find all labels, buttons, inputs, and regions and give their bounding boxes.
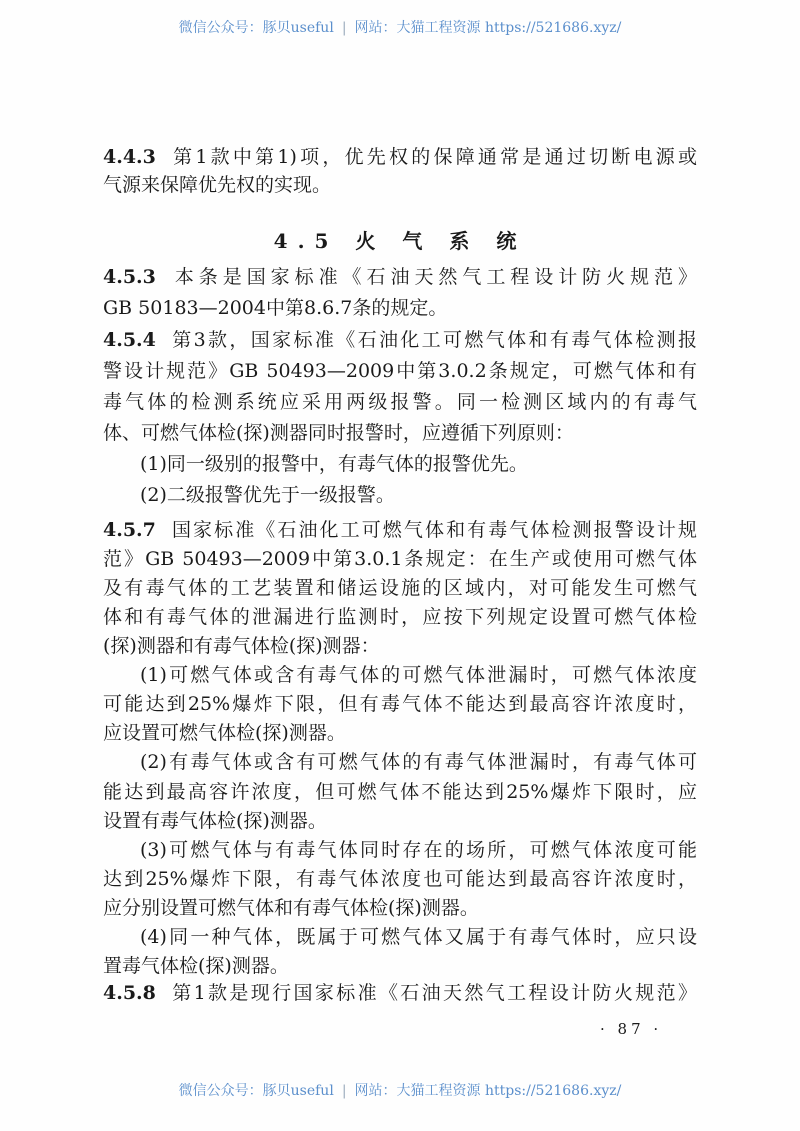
clause-number: 4.5.4 bbox=[103, 329, 156, 351]
watermark-separator: | bbox=[341, 1083, 347, 1099]
line-text: 范》GB 50493—2009中第3.0.1条规定：在生产或使用可燃气体 bbox=[103, 548, 697, 570]
paragraph-line bbox=[140, 663, 697, 687]
paragraph-line bbox=[103, 518, 697, 542]
paragraph-line bbox=[103, 981, 697, 1005]
paragraph-line bbox=[103, 780, 697, 804]
clause-number: 4.5.7 bbox=[103, 519, 156, 541]
paragraph-line bbox=[140, 838, 697, 862]
paragraph-line bbox=[103, 359, 697, 383]
line-text: 第1款中第1)项，优先权的保障通常是通过切断电源或 bbox=[169, 146, 697, 168]
watermark-site: 网站：大猫工程资源 https://521686.xyz/ bbox=[354, 20, 622, 36]
paragraph-line bbox=[103, 421, 697, 445]
line-text: 及有毒气体的工艺装置和储运设施的区域内，对可能发生可燃气 bbox=[103, 577, 697, 599]
line-text: 体、可燃气体检(探)测器同时报警时，应遵循下列原则： bbox=[103, 422, 574, 444]
line-text: 达到25%爆炸下限，有毒气体浓度也可能达到最高容许浓度时， bbox=[103, 868, 697, 890]
paragraph-line bbox=[103, 145, 697, 169]
line-text: (2)有毒气体或含有可燃气体的有毒气体泄漏时，有毒气体可 bbox=[140, 751, 697, 773]
line-text: 能达到最高容许浓度，但可燃气体不能达到25%爆炸下限时，应 bbox=[103, 781, 697, 803]
paragraph-line bbox=[140, 925, 697, 949]
paragraph-line bbox=[140, 750, 697, 774]
clause-number: 4.5.8 bbox=[103, 982, 156, 1004]
line-text: 第1款是现行国家标准《石油天然气工程设计防火规范》 bbox=[169, 982, 697, 1004]
line-text: 可能达到25%爆炸下限，但有毒气体不能达到最高容许浓度时， bbox=[103, 693, 697, 715]
page-number: · 87 · bbox=[600, 1020, 663, 1038]
watermark-site: 网站：大猫工程资源 https://521686.xyz/ bbox=[354, 1083, 622, 1099]
clause-number: 4.5.3 bbox=[103, 266, 156, 288]
paragraph-line bbox=[103, 692, 697, 716]
line-text: 气源来保障优先权的实现。 bbox=[103, 174, 332, 196]
line-text: (2)二级报警优先于一级报警。 bbox=[140, 484, 395, 506]
paragraph-line bbox=[103, 954, 697, 978]
paragraph-line bbox=[103, 296, 697, 320]
line-text: 警设计规范》GB 50493—2009中第3.0.2条规定，可燃气体和有 bbox=[103, 360, 697, 382]
watermark-wechat: 微信公众号：豚贝useful bbox=[178, 1083, 334, 1099]
line-text: (1)可燃气体或含有毒气体的可燃气体泄漏时，可燃气体浓度 bbox=[140, 664, 697, 686]
line-text: 第3款，国家标准《石油化工可燃气体和有毒气体检测报 bbox=[169, 329, 697, 351]
line-text: GB 50183—2004中第8.6.7条的规定。 bbox=[103, 297, 448, 319]
line-text: (探)测器和有毒气体检(探)测器： bbox=[103, 635, 380, 657]
line-text: 国家标准《石油化工可燃气体和有毒气体检测报警设计规 bbox=[169, 519, 697, 541]
watermark-wechat: 微信公众号：豚贝useful bbox=[178, 20, 334, 36]
line-text: 设置有毒气体检(探)测器。 bbox=[103, 810, 327, 832]
paragraph-line bbox=[140, 483, 697, 507]
section-heading: 4.5 火 气 系 统 bbox=[273, 229, 527, 253]
paragraph-line bbox=[140, 452, 697, 476]
watermark-bottom bbox=[0, 1080, 800, 1100]
paragraph-line bbox=[103, 867, 697, 891]
paragraph-line bbox=[103, 576, 697, 600]
line-text: 应设置可燃气体检(探)测器。 bbox=[103, 722, 346, 744]
paragraph-line bbox=[103, 328, 697, 352]
paragraph-line bbox=[103, 809, 697, 833]
paragraph-line bbox=[103, 265, 697, 289]
paragraph-line bbox=[103, 173, 697, 197]
clause-number: 4.4.3 bbox=[103, 146, 156, 168]
line-text: 应分别设置可燃气体和有毒气体检(探)测器。 bbox=[103, 897, 479, 919]
paragraph-line bbox=[103, 721, 697, 745]
paragraph-line bbox=[103, 634, 697, 658]
line-text: (3)可燃气体与有毒气体同时存在的场所，可燃气体浓度可能 bbox=[140, 839, 697, 861]
line-text: 置毒气体检(探)测器。 bbox=[103, 955, 289, 977]
paragraph-line bbox=[103, 605, 697, 629]
line-text: (4)同一种气体，既属于可燃气体又属于有毒气体时，应只设 bbox=[140, 926, 697, 948]
watermark-top bbox=[0, 17, 800, 37]
paragraph-line bbox=[103, 896, 697, 920]
line-text: 毒气体的检测系统应采用两级报警。同一检测区域内的有毒气 bbox=[103, 391, 697, 413]
line-text: 体和有毒气体的泄漏进行监测时，应按下列规定设置可燃气体检 bbox=[103, 606, 697, 628]
line-text: (1)同一级别的报警中，有毒气体的报警优先。 bbox=[140, 453, 528, 475]
line-text: 本条是国家标准《石油天然气工程设计防火规范》 bbox=[169, 266, 697, 288]
paragraph-line bbox=[103, 390, 697, 414]
watermark-separator: | bbox=[341, 20, 347, 36]
paragraph-line bbox=[103, 547, 697, 571]
